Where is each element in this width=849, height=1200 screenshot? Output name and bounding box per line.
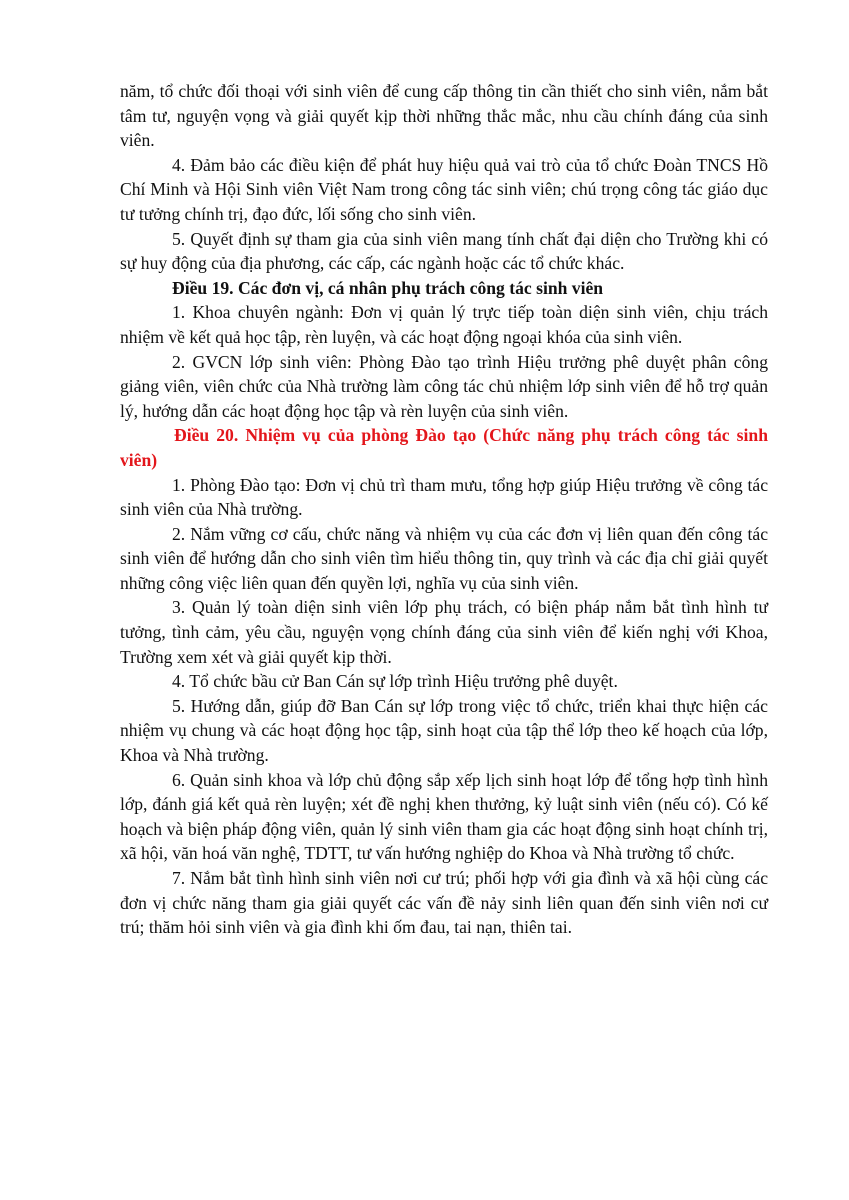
article-20-heading: Điều 20. Nhiệm vụ của phòng Đào tạo (Chức năng phụ trách công tác sinh viên) xyxy=(120,425,768,470)
article-20-item-4: 4. Tổ chức bầu cử Ban Cán sự lớp trình Hiệu trưởng phê duyệt. xyxy=(172,671,618,692)
article-19-item-2: 2. GVCN lớp sinh viên: Phòng Đào tạo trình Hiệu trưởng phê duyệt phân công giảng viên, viên chức của Nhà trường làm công tác chủ nhiệm lớp sinh viên để hỗ trợ quản lý, hướng dẫn các hoạt động học tập và rèn luyện của sinh viên. xyxy=(120,351,768,421)
article-20-item-6: 6. Quản sinh khoa và lớp chủ động sắp xếp lịch sinh hoạt lớp để tổng hợp tình hình lớp, đánh giá kết quả rèn luyện; xét đề nghị khen thưởng, kỷ luật sinh viên (nếu có). Có kế hoạch và biện pháp động viên, quản lý sinh viên tham gia các hoạt động sinh hoạt chính trị, xã hội, văn hoá văn nghệ, TDTT, tư vấn hướng nghiệp do Khoa và Nhà trường tổ chức. xyxy=(120,769,768,864)
paragraph-item-5: 5. Quyết định sự tham gia của sinh viên mang tính chất đại diện cho Trường khi có sự huy động của địa phương, các cấp, các ngành hoặc các tổ chức khác. xyxy=(120,228,768,274)
article-20-item-7: 7. Nắm bắt tình hình sinh viên nơi cư trú; phối hợp với gia đình và xã hội cùng các đơn vị chức năng tham gia giải quyết các vấn đề nảy sinh liên quan đến sinh viên nơi cư trú; thăm hỏi sinh viên và gia đình khi ốm đau, tai nạn, thiên tai. xyxy=(120,868,768,938)
article-20-item-5: 5. Hướng dẫn, giúp đỡ Ban Cán sự lớp trong việc tổ chức, triển khai thực hiện các nhiệm vụ chung và các hoạt động học tập, sinh hoạt của tập thể lớp theo kế hoạch của lớp, Khoa và Nhà trường. xyxy=(120,695,768,766)
article-20-item-3: 3. Quản lý toàn diện sinh viên lớp phụ trách, có biện pháp nắm bắt tình hình tư tưởng, tình cảm, yêu cầu, nguyện vọng chính đáng của sinh viên để kiến nghị với Khoa, Trường xem xét và giải quyết kịp thời. xyxy=(120,597,768,667)
article-19-item-1: 1. Khoa chuyên ngành: Đơn vị quản lý trực tiếp toàn diện sinh viên, chịu trách nhiệm về kết quả học tập, rèn luyện, và các hoạt động ngoại khóa của sinh viên. xyxy=(120,302,768,347)
paragraph-item-4: 4. Đảm bảo các điều kiện để phát huy hiệu quả vai trò của tổ chức Đoàn TNCS Hồ Chí Minh và Hội Sinh viên Việt Nam trong công tác sinh viên; chú trọng công tác giáo dục tư tưởng chính trị, đạo đức, lối sống cho sinh viên. xyxy=(120,154,768,224)
article-20-item-2: 2. Nắm vững cơ cấu, chức năng và nhiệm vụ của các đơn vị liên quan đến công tác sinh viên để hướng dẫn cho sinh viên tìm hiểu thông tin, quy trình và các địa chỉ giải quyết những công việc liên quan đến quyền lợi, nghĩa vụ của sinh viên. xyxy=(120,523,768,593)
paragraph-continuation: năm, tổ chức đối thoại với sinh viên để cung cấp thông tin cần thiết cho sinh viên, nắm bắt tâm tư, nguyện vọng và giải quyết kịp thời những thắc mắc, nhu cầu chính đáng của sinh viên. xyxy=(120,81,768,151)
article-20-item-1: 1. Phòng Đào tạo: Đơn vị chủ trì tham mưu, tổng hợp giúp Hiệu trưởng về công tác sinh viên của Nhà trường. xyxy=(120,474,768,520)
article-19-heading: Điều 19. Các đơn vị, cá nhân phụ trách công tác sinh viên xyxy=(172,277,604,298)
document-page xyxy=(120,79,768,940)
